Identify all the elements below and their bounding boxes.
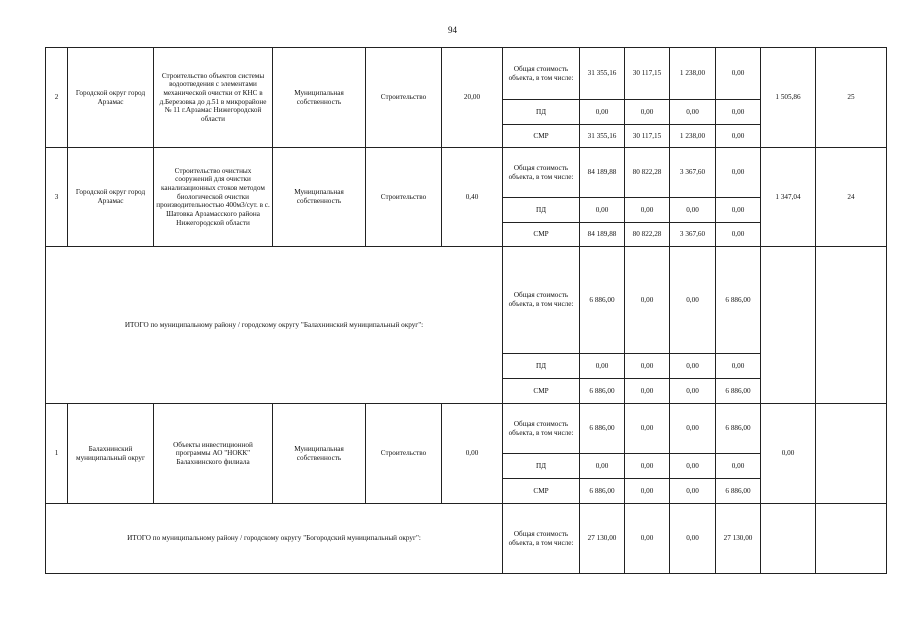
last-cell: 25 [816, 48, 887, 148]
table-row [46, 404, 887, 454]
object-name-cell: Объекты инвестиционной программы АО "НОКК" Балахнинского филиала [154, 404, 273, 504]
municipality-cell: Балахнинский муниципальный округ [68, 404, 154, 504]
table-row [46, 48, 887, 100]
value-cell: 0,00 [716, 148, 761, 198]
value-cell: 0,00 [625, 379, 670, 404]
investment-table [45, 47, 887, 574]
value-cell: 0,00 [625, 198, 670, 223]
value-cell: 0,00 [716, 454, 761, 479]
value-cell: 0,00 [625, 454, 670, 479]
value-cell: 0,00 [716, 223, 761, 247]
capacity-cell: 0,00 [442, 404, 503, 504]
value-cell: 0,00 [670, 379, 716, 404]
value-cell: 0,00 [670, 198, 716, 223]
value-cell: 6 886,00 [580, 247, 625, 354]
value-cell: 0,00 [580, 354, 625, 379]
row-number: 3 [46, 148, 68, 247]
capacity-cell: 20,00 [442, 48, 503, 148]
work-type-cell: Строительство [366, 48, 442, 148]
cost-type-cell: Общая стоимость объекта, в том числе: [503, 48, 580, 100]
value-cell: 27 130,00 [580, 504, 625, 574]
cost-type-cell: СМР [503, 223, 580, 247]
ownership-cell: Муниципальная собственность [273, 148, 366, 247]
value-cell: 6 886,00 [580, 404, 625, 454]
value-cell: 0,00 [625, 479, 670, 504]
value-cell: 0,00 [670, 354, 716, 379]
work-type-cell: Строительство [366, 404, 442, 504]
value-cell: 0,00 [716, 198, 761, 223]
ownership-cell: Муниципальная собственность [273, 404, 366, 504]
table-row [46, 148, 887, 198]
municipality-cell: Городской округ город Арзамас [68, 148, 154, 247]
value-cell: 0,00 [716, 48, 761, 100]
last-cell [816, 504, 887, 574]
value-cell: 0,00 [716, 100, 761, 125]
value-cell: 3 367,60 [670, 223, 716, 247]
value-cell: 6 886,00 [580, 379, 625, 404]
value-cell: 0,00 [580, 454, 625, 479]
value-cell: 0,00 [580, 198, 625, 223]
cost-type-cell: СМР [503, 479, 580, 504]
value-cell: 1 238,00 [670, 125, 716, 148]
total-label: ИТОГО по муниципальному району / городскому округу "Богородский муниципальный округ": [46, 504, 503, 574]
value-cell: 6 886,00 [716, 479, 761, 504]
cost-type-cell: ПД [503, 354, 580, 379]
row-number: 2 [46, 48, 68, 148]
value-cell: 31 355,16 [580, 48, 625, 100]
extra-cell [761, 504, 816, 574]
value-cell: 80 822,28 [625, 148, 670, 198]
value-cell: 0,00 [625, 100, 670, 125]
value-cell: 3 367,60 [670, 148, 716, 198]
value-cell: 0,00 [716, 354, 761, 379]
cost-type-cell: СМР [503, 379, 580, 404]
total-row [46, 247, 887, 354]
value-cell: 0,00 [716, 125, 761, 148]
value-cell: 0,00 [670, 504, 716, 574]
last-cell [816, 247, 887, 404]
value-cell: 0,00 [670, 454, 716, 479]
cost-type-cell: СМР [503, 125, 580, 148]
cost-type-cell: ПД [503, 100, 580, 125]
value-cell: 0,00 [625, 504, 670, 574]
cost-type-cell: ПД [503, 198, 580, 223]
extra-cell: 1 505,86 [761, 48, 816, 148]
value-cell: 27 130,00 [716, 504, 761, 574]
value-cell: 31 355,16 [580, 125, 625, 148]
last-cell: 24 [816, 148, 887, 247]
value-cell: 6 886,00 [716, 247, 761, 354]
extra-cell [761, 247, 816, 404]
object-name-cell: Строительство очистных сооружений для очистки канализационных стоков методом биологической очистки производительностью 400м3/сут. в с. Шатовка Арзамасского района Нижегородской области [154, 148, 273, 247]
ownership-cell: Муниципальная собственность [273, 48, 366, 148]
capacity-cell: 0,40 [442, 148, 503, 247]
cost-type-cell: ПД [503, 454, 580, 479]
value-cell: 0,00 [670, 479, 716, 504]
value-cell: 0,00 [670, 247, 716, 354]
value-cell: 30 117,15 [625, 48, 670, 100]
cost-type-cell: Общая стоимость объекта, в том числе: [503, 247, 580, 354]
object-name-cell: Строительство объектов системы водоотведения с элементами механической очистки от КНС в д.Березовка до д.51 в микрорайоне № 11 г.Арзамас Нижегородской области [154, 48, 273, 148]
value-cell: 6 886,00 [580, 479, 625, 504]
last-cell [816, 404, 887, 504]
page-number: 94 [448, 25, 457, 35]
value-cell: 6 886,00 [716, 404, 761, 454]
value-cell: 0,00 [625, 354, 670, 379]
cost-type-cell: Общая стоимость объекта, в том числе: [503, 148, 580, 198]
value-cell: 0,00 [625, 404, 670, 454]
municipality-cell: Городской округ город Арзамас [68, 48, 154, 148]
cost-type-cell: Общая стоимость объекта, в том числе: [503, 404, 580, 454]
total-label: ИТОГО по муниципальному району / городскому округу "Балахнинский муниципальный округ": [46, 247, 503, 404]
value-cell: 1 238,00 [670, 48, 716, 100]
value-cell: 6 886,00 [716, 379, 761, 404]
value-cell: 80 822,28 [625, 223, 670, 247]
extra-cell: 0,00 [761, 404, 816, 504]
value-cell: 30 117,15 [625, 125, 670, 148]
total-row [46, 504, 887, 574]
cost-type-cell: Общая стоимость объекта, в том числе: [503, 504, 580, 574]
value-cell: 84 189,88 [580, 148, 625, 198]
value-cell: 84 189,88 [580, 223, 625, 247]
extra-cell: 1 347,04 [761, 148, 816, 247]
value-cell: 0,00 [580, 100, 625, 125]
value-cell: 0,00 [625, 247, 670, 354]
value-cell: 0,00 [670, 100, 716, 125]
work-type-cell: Строительство [366, 148, 442, 247]
value-cell: 0,00 [670, 404, 716, 454]
row-number: 1 [46, 404, 68, 504]
